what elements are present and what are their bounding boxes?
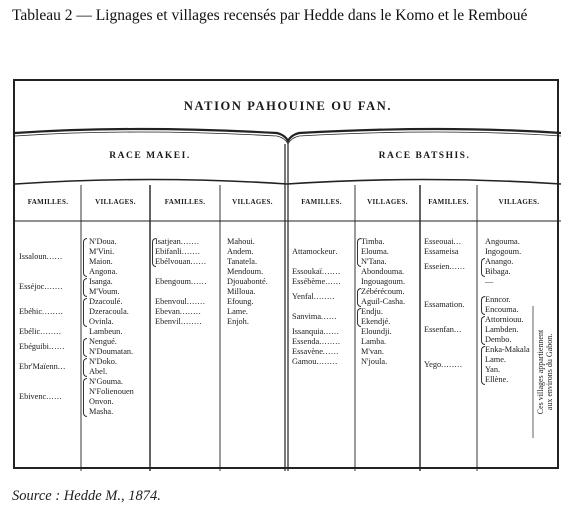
village-name: Masha.	[89, 407, 114, 416]
family-label: Esseien	[424, 262, 450, 271]
village-name: Milloua.	[227, 287, 256, 296]
leader-dots: ......	[46, 392, 63, 401]
family-label: Essenfan	[424, 325, 454, 334]
family-name	[292, 327, 339, 337]
brace	[152, 238, 156, 267]
village-name: Eloundji.	[361, 327, 392, 336]
family-label: Ebengoum	[155, 277, 191, 286]
family-name	[19, 392, 62, 402]
leader-dots: .	[335, 247, 338, 256]
family-label: Ebenvil	[155, 317, 181, 326]
village-name: Encouma.	[485, 305, 519, 314]
leader-dots: ......	[46, 252, 63, 261]
village-name: Bibaga.	[485, 267, 511, 276]
header-familles: FAMILLES.	[164, 198, 206, 206]
village-name: Dembo.	[485, 335, 512, 344]
family-name	[424, 262, 465, 272]
race-makei-title: RACE MAKEI.	[109, 151, 191, 161]
family-label: Ebélic	[19, 327, 41, 336]
village-name: Nengué.	[89, 337, 117, 346]
village-name: Maion.	[89, 257, 113, 266]
family-label: Essamation	[424, 300, 463, 309]
family-label: Issanquia	[292, 327, 324, 336]
village-name: Andem.	[227, 247, 254, 256]
leader-dots: ......	[321, 312, 338, 321]
family-label: Essenda	[292, 337, 320, 346]
brace	[83, 278, 87, 297]
village-name: Ekendjé.	[361, 317, 391, 326]
village-name: Angouma.	[485, 237, 520, 246]
leader-dots: .......	[180, 237, 200, 246]
leader-dots: .	[462, 300, 465, 309]
leader-dots: ........	[42, 307, 64, 316]
family-name	[19, 342, 65, 352]
village-name: M'Vini.	[89, 247, 115, 256]
leader-dots: ......	[323, 327, 340, 336]
village-name: Lamba.	[361, 337, 387, 346]
brace	[83, 298, 87, 327]
family-name	[292, 292, 335, 302]
village-name: Anango.	[485, 257, 514, 266]
leader-dots: .......	[44, 282, 64, 291]
village-name: N'Folienouen	[89, 387, 134, 396]
village-name: Djouabonté.	[227, 277, 268, 286]
side-note-line: aux environs du Gabon.	[545, 333, 554, 411]
family-label: Essavène	[292, 347, 323, 356]
village-name: Ellène.	[485, 375, 509, 384]
village-name: Elouma.	[361, 247, 389, 256]
village-name: Dzeracoula.	[89, 307, 129, 316]
leader-dots: .......	[321, 267, 341, 276]
brace	[83, 378, 87, 417]
family-label: Ebéhic	[19, 307, 43, 316]
race-batshis-title: RACE BATSHIS.	[378, 151, 471, 161]
leader-dots: ........	[313, 292, 336, 301]
family-label: Isatjean	[155, 237, 181, 246]
header-villages: VILLAGES.	[498, 198, 540, 206]
village-name: N'Doumatan.	[89, 347, 134, 356]
table-frame	[13, 79, 559, 469]
family-name	[292, 277, 341, 287]
family-name	[292, 357, 338, 367]
family-label: Yenfal	[292, 292, 314, 301]
side-note	[533, 306, 557, 438]
family-name	[19, 252, 63, 262]
village-name: Efoung.	[227, 297, 254, 306]
family-name	[292, 267, 341, 277]
family-name	[155, 317, 202, 327]
family-name	[155, 237, 200, 247]
side-note-line: Ces villages appartiennent	[536, 329, 545, 415]
family-label: Ebéguibi	[19, 342, 49, 351]
village-name: Enka-Makala	[485, 345, 530, 354]
brace	[83, 238, 87, 277]
family-label: Ebivenc	[19, 392, 47, 401]
family-label: Yego	[424, 360, 442, 369]
village-name: Lambeun.	[89, 327, 123, 336]
family-label: Esseouai	[424, 237, 454, 246]
family-label: Essébème	[292, 277, 326, 286]
village-name: Ingogoum.	[485, 247, 522, 256]
brace	[83, 338, 87, 357]
family-label: Sanvima	[292, 312, 322, 321]
header-villages: VILLAGES.	[95, 198, 136, 206]
family-label: Issaloun	[19, 252, 47, 261]
family-name	[424, 237, 462, 247]
family-label: Esséjoc	[19, 282, 45, 291]
family-name	[292, 247, 338, 257]
family-name	[155, 257, 207, 267]
family-name	[19, 282, 63, 292]
village-name: N'Tana.	[361, 257, 387, 266]
brace	[83, 358, 87, 377]
family-name	[424, 360, 463, 370]
village-name: Lame.	[485, 355, 506, 364]
family-name	[19, 362, 66, 372]
village-name: Abondouma.	[361, 267, 405, 276]
table-caption: Tableau 2 — Lignages et villages recensés par Hedde dans le Komo et le Remboué	[12, 7, 528, 24]
leader-dots: ......	[190, 257, 207, 266]
village-name: Endju.	[361, 307, 383, 316]
family-name	[292, 312, 337, 322]
village-name: Dzacoulé.	[89, 297, 123, 306]
family-label: Essameisa	[424, 247, 459, 256]
village-name: Mahoui.	[227, 237, 255, 246]
family-name	[424, 325, 462, 335]
village-name: N'Gouma.	[89, 377, 123, 386]
family-name	[424, 247, 459, 257]
village-name: Abel.	[89, 367, 108, 376]
village-name: Yan.	[485, 365, 501, 374]
nation-title: NATION PAHOUINE OU FAN.	[183, 99, 393, 113]
header-familles: FAMILLES.	[27, 198, 69, 206]
village-name: N'Doua.	[89, 237, 117, 246]
leader-dots: ........	[316, 357, 338, 366]
family-label: Ebélvouan	[155, 257, 191, 266]
leader-dots: ...	[57, 362, 66, 371]
leader-dots: ......	[190, 277, 207, 286]
leader-dots: .......	[186, 297, 206, 306]
family-name	[19, 327, 62, 337]
leader-dots: ...	[453, 237, 462, 246]
header-familles: FAMILLES.	[301, 198, 342, 206]
leader-dots: ...	[453, 325, 462, 334]
family-label: Ebifanli	[155, 247, 182, 256]
village-name: Enjoh.	[227, 317, 249, 326]
family-label: Ebevan	[155, 307, 180, 316]
family-label: Essoukaï	[292, 267, 322, 276]
family-name	[155, 297, 206, 307]
village-name: N'Doko.	[89, 357, 117, 366]
village-name: Timba.	[361, 237, 385, 246]
leader-dots: ......	[325, 277, 342, 286]
village-name: Zébérécoum.	[361, 287, 405, 296]
village-name: Onvon.	[89, 397, 114, 406]
family-name	[19, 307, 63, 317]
village-name: Enncor.	[485, 295, 511, 304]
leader-dots: ........	[179, 307, 202, 316]
header-villages: VILLAGES.	[367, 198, 408, 206]
leader-dots: ........	[319, 337, 341, 346]
family-label: Gamou	[292, 357, 317, 366]
village-name: Angona.	[89, 267, 118, 276]
leader-dots: ......	[449, 262, 466, 271]
family-name	[424, 300, 465, 310]
village-name: Lambden.	[485, 325, 519, 334]
village-name: Tanatela.	[227, 257, 258, 266]
family-name	[155, 247, 200, 257]
leader-dots: ........	[441, 360, 463, 369]
family-label: Ebenvoul	[155, 297, 187, 306]
village-name: Isanga.	[89, 277, 113, 286]
leader-dots: .......	[181, 247, 201, 256]
leader-dots: ......	[322, 347, 339, 356]
header-villages: VILLAGES.	[232, 198, 273, 206]
village-name: Aguil-Casha.	[361, 297, 406, 306]
leader-dots: ........	[180, 317, 203, 326]
village-name: M'Voum.	[89, 287, 120, 296]
village-name: Mendoum.	[227, 267, 264, 276]
village-name: —	[485, 277, 494, 286]
family-name	[155, 307, 201, 317]
village-name: Attorniouu.	[485, 315, 524, 324]
village-name: Ovinla.	[89, 317, 114, 326]
village-name: M'van.	[361, 347, 384, 356]
family-label: Ebr'Maïenn	[19, 362, 58, 371]
family-label: Attamockeur	[292, 247, 336, 256]
leader-dots: ........	[40, 327, 62, 336]
leader-dots: ......	[48, 342, 66, 351]
village-name: N'joula.	[361, 357, 388, 366]
village-name: Ingouagoum.	[361, 277, 406, 286]
family-name	[292, 337, 341, 347]
source-note: Source : Hedde M., 1874.	[12, 488, 161, 504]
family-name	[292, 347, 339, 357]
header-familles: FAMILLES.	[428, 198, 469, 206]
village-name: Lame.	[227, 307, 248, 316]
family-name	[155, 277, 207, 287]
